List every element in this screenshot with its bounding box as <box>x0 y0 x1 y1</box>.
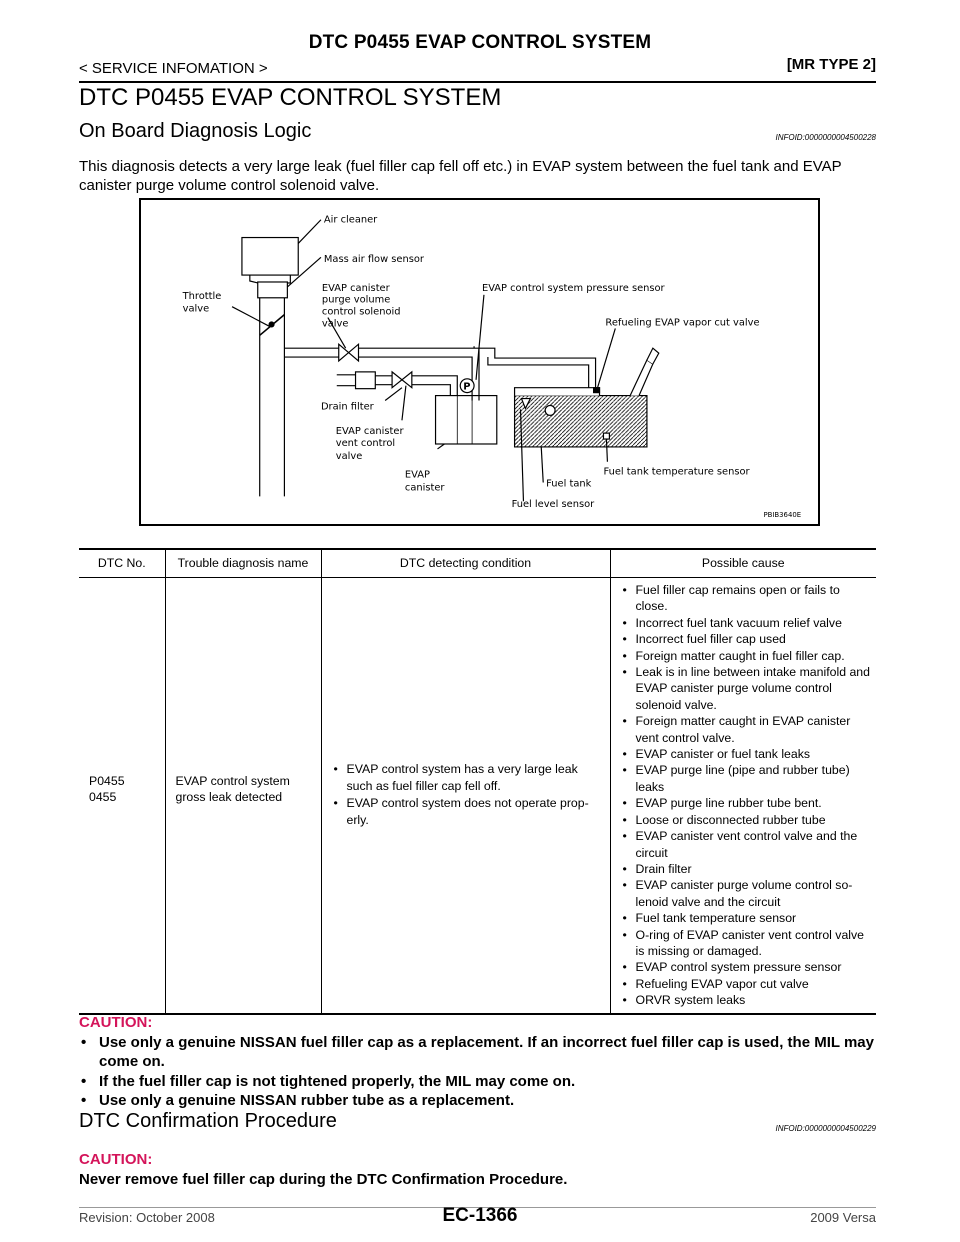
svg-text:Drain filter: Drain filter <box>320 401 374 413</box>
evap-system-diagram <box>139 198 820 526</box>
svg-text:vent control: vent control <box>335 437 396 449</box>
footer-page-number: EC-1366 <box>442 1205 518 1226</box>
svg-text:purge volume: purge volume <box>321 294 391 306</box>
cause-item: • Foreign matter caught in EVAP canister vent control valve. <box>619 713 871 746</box>
dtc-code: P0455 <box>89 773 125 788</box>
confirmation-title: DTC Confirmation Procedure <box>79 1110 337 1132</box>
obd-logic-text: This diagnosis detects a very large leak (fuel filler cap fell off etc.) in EVAP system between the fuel tank and EVAP canister purge volume control solenoid valve. <box>79 158 842 194</box>
condition-item: • EVAP control system does not operate prop-erly. <box>330 795 604 828</box>
canister-shape <box>436 396 497 444</box>
svg-text:EVAP canister: EVAP canister <box>321 282 390 294</box>
dtc-code-short: 0455 <box>89 789 117 804</box>
air-cleaner-shape <box>242 238 298 276</box>
col-possible-cause: Possible cause <box>610 549 876 578</box>
svg-text:Fuel level sensor: Fuel level sensor <box>511 499 595 511</box>
footer-revision: Revision: October 2008 <box>79 1210 215 1225</box>
detect-condition-cell <box>321 578 610 1014</box>
dtc-table <box>79 548 876 1015</box>
footer-model: 2009 Versa <box>810 1210 876 1225</box>
svg-text:valve: valve <box>335 450 363 462</box>
obd-logic-title: On Board Diagnosis Logic <box>79 120 312 142</box>
cause-item: • EVAP control system pressure sensor <box>619 959 871 975</box>
trouble-name-line: EVAP control system <box>175 773 290 788</box>
cause-item: • EVAP purge line (pipe and rubber tube) leaks <box>619 762 871 795</box>
maf-shape <box>258 282 288 298</box>
caution-label: CAUTION: <box>79 1151 153 1168</box>
cause-item: • Incorrect fuel filler cap used <box>619 631 871 647</box>
table-row <box>79 578 876 1014</box>
type-tag: [MR TYPE 2] <box>786 56 876 73</box>
cause-item: • Foreign matter caught in fuel filler cap. <box>619 648 871 664</box>
breadcrumb[interactable]: < SERVICE INFOMATION > <box>79 60 268 77</box>
svg-text:Throttle: Throttle <box>182 290 222 302</box>
svg-text:Refueling EVAP vapor cut valve: Refueling EVAP vapor cut valve <box>605 317 760 329</box>
section-title: DTC P0455 EVAP CONTROL SYSTEM <box>79 84 502 111</box>
cause-item: • O-ring of EVAP canister vent control valve is missing or damaged. <box>619 927 871 960</box>
caution-item: • If the fuel filler cap is not tightened properly, the MIL may come on. <box>79 1072 879 1092</box>
confirmation-infoid: INFOID:0000000004500229 <box>775 1124 876 1133</box>
cause-item: • ORVR system leaks <box>619 992 871 1008</box>
col-trouble-name: Trouble diagnosis name <box>165 549 321 578</box>
svg-text:Mass air flow sensor: Mass air flow sensor <box>323 254 424 266</box>
cause-item: • Incorrect fuel tank vacuum relief valve <box>619 615 871 631</box>
cause-item: • EVAP canister or fuel tank leaks <box>619 746 871 762</box>
trouble-name-cell <box>165 578 321 1014</box>
svg-text:canister: canister <box>404 482 445 494</box>
caution-item: • Use only a genuine NISSAN rubber tube as a replacement. <box>79 1091 879 1111</box>
header-rule <box>79 81 876 83</box>
cause-item: • Fuel filler cap remains open or fails to close. <box>619 582 871 615</box>
cause-item: • EVAP purge line rubber tube bent. <box>619 795 871 811</box>
caution-text: Never remove fuel filler cap during the DTC Confirmation Procedure. <box>79 1170 568 1188</box>
col-detect-condition: DTC detecting condition <box>321 549 610 578</box>
table-header-row <box>79 549 876 578</box>
dtc-no-cell <box>79 578 165 1014</box>
col-dtc-no: DTC No. <box>79 549 165 578</box>
svg-text:P: P <box>463 381 471 393</box>
caution-block <box>79 1013 879 1111</box>
cause-item: • Loose or disconnected rubber tube <box>619 812 871 828</box>
svg-text:Fuel tank: Fuel tank <box>546 478 592 490</box>
header-title: DTC P0455 EVAP CONTROL SYSTEM <box>308 32 652 53</box>
condition-item: • EVAP control system has a very large leak such as fuel filler cap fell off. <box>330 761 604 794</box>
cause-item: • Drain filter <box>619 861 871 877</box>
fuel-tank-shape <box>515 396 647 447</box>
trouble-name-line: gross leak detected <box>175 789 283 804</box>
obd-logic-infoid: INFOID:0000000004500228 <box>775 133 876 142</box>
svg-text:control solenoid: control solenoid <box>321 306 401 318</box>
possible-cause-cell <box>610 578 876 1014</box>
svg-text:valve: valve <box>321 318 349 330</box>
cause-item: • Fuel tank temperature sensor <box>619 910 871 926</box>
svg-text:EVAP canister: EVAP canister <box>335 426 404 438</box>
cause-item: • EVAP canister purge volume control so-lenoid valve and the circuit <box>619 877 871 910</box>
svg-text:EVAP control system pressure s: EVAP control system pressure sensor <box>481 282 665 294</box>
svg-text:EVAP: EVAP <box>404 469 430 481</box>
svg-text:valve: valve <box>182 303 210 315</box>
svg-text:Air cleaner: Air cleaner <box>323 214 378 226</box>
cause-item: • Leak is in line between intake manifold and EVAP canister purge volume control solenoid valve. <box>619 664 871 713</box>
caution-label: CAUTION: <box>79 1014 153 1031</box>
svg-text:PBIB3640E: PBIB3640E <box>763 511 802 520</box>
cause-item: • Refueling EVAP vapor cut valve <box>619 976 871 992</box>
caution-item: • Use only a genuine NISSAN fuel filler cap as a replacement. If an incorrect fuel filler cap is used, the MIL may come on. <box>79 1033 879 1072</box>
cause-item: • EVAP canister vent control valve and the circuit <box>619 828 871 861</box>
confirmation-caution <box>79 1150 879 1189</box>
svg-text:Fuel tank temperature sensor: Fuel tank temperature sensor <box>603 466 750 478</box>
